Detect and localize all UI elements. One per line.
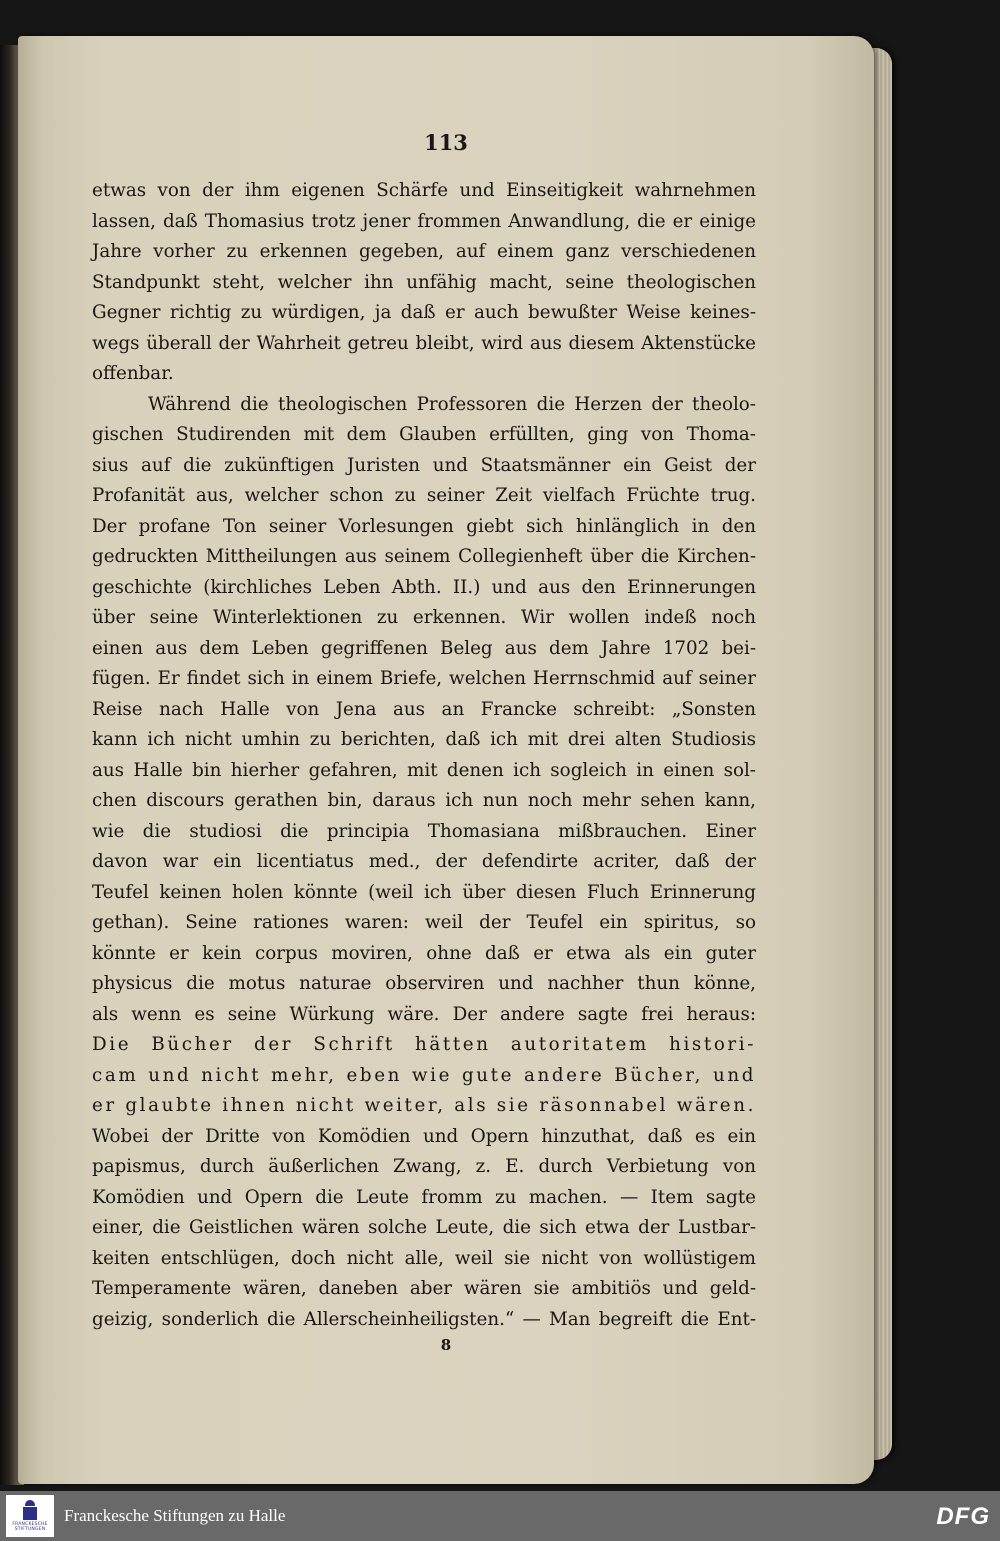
institution-logo[interactable] [6,1495,54,1537]
signature-mark: 8 [440,1336,452,1354]
dfg-logo[interactable]: DFG [936,1503,990,1530]
text-line: Jahre vorher zu erkennen gegeben, auf einem ganz verschiedenen [92,241,756,262]
text-line: könnte er kein corpus moviren, ohne daß er etwa als ein guter [92,942,756,964]
text-line: Standpunkt steht, welcher ihn unfähig macht, seine theologischen [92,271,756,293]
page-number: 113 [424,130,468,155]
footer-bar [0,1491,1000,1541]
text-line: über seine Winterlektionen zu erkennen. Wir wollen indeß noch [92,607,756,628]
text-line: lassen, daß Thomasius trotz jener frommen Anwandlung, die er einige [92,210,756,232]
text-line-spaced: cam und nicht mehr, eben wie gute andere Bücher, und [92,1064,756,1086]
orphanage-building-icon [23,1500,37,1520]
text-line: einer, die Geistlichen wären solche Leute, die sich etwa der Lustbar- [92,1217,756,1238]
text-line: gischen Studirenden mit dem Glauben erfüllten, ging von Thoma- [92,424,756,445]
text-line: Der profane Ton seiner Vorlesungen giebt sich hinlänglich in den [92,515,756,537]
text-line: fügen. Er findet sich in einem Briefe, welchen Herrnschmid auf seiner [92,668,756,689]
text-line: sius auf die zukünftigen Juristen und Staatsmänner ein Geist der [92,454,756,476]
institution-name[interactable]: Franckesche Stiftungen zu Halle [64,1506,286,1525]
text-line: davon war ein licentiatus med., der defendirte acriter, daß der [92,851,756,872]
text-line: aus Halle bin hierher gefahren, mit denen ich sogleich in einen sol- [92,759,756,781]
text-line: physicus die motus naturae observiren und nachher thun könne, [92,973,756,994]
text-line: einen aus dem Leben gegriffenen Beleg aus dem Jahre 1702 bei- [92,637,756,659]
text-line-spaced: er glaubte ihnen nicht weiter, als sie räsonnabel wären. [92,1095,756,1116]
text-line: Gegner richtig zu würdigen, ja daß er auch bewußter Weise keines- [92,302,756,323]
text-line: wie die studiosi die principia Thomasiana mißbrauchen. Einer [92,820,756,842]
text-line: geizig, sonderlich die Allerscheinheiligsten.“ — Man begreift die Ent- [92,1308,756,1330]
text-line: offenbar. [92,363,174,384]
text-line: wegs überall der Wahrheit getreu bleibt, wird aus diesem Aktenstücke [92,332,756,354]
text-line: papismus, durch äußerlichen Zwang, z. E. durch Verbietung von [92,1156,756,1177]
text-line: Reise nach Halle von Jena aus an Francke schreibt: „Sonsten [92,698,756,720]
text-line: gethan). Seine rationes waren: weil der Teufel ein spiritus, so [92,912,756,933]
text-line: keiten entschlügen, doch nicht alle, weil sie nicht von wollüstigem [92,1247,756,1269]
text-line: etwas von der ihm eigenen Schärfe und Einseitigkeit wahrnehmen [92,180,756,201]
text-line: Profanität aus, welcher schon zu seiner Zeit vielfach Früchte trug. [92,485,756,506]
page-text [92,176,756,1335]
text-line: chen discours gerathen bin, daraus ich nun noch mehr sehen kann, [92,790,756,811]
text-line: als wenn es seine Würkung wäre. Der andere sagte frei heraus: [92,1003,756,1025]
text-line: Komödien und Opern die Leute fromm zu machen. — Item sagte [92,1186,756,1208]
text-line: Während die theologischen Professoren die Herzen der theolo- [148,393,756,415]
text-line: Teufel keinen holen könnte (weil ich über diesen Fluch Erinnerung [92,881,756,903]
logo-text-line1: FRANCKESCHE [12,1522,48,1527]
text-line: kann ich nicht umhin zu berichten, daß ich mit drei alten Studiosis [92,729,756,750]
text-line: Temperamente wären, daneben aber wären sie ambitiös und geld- [92,1278,756,1299]
text-line: geschichte (kirchliches Leben Abth. II.) und aus den Erinnerungen [92,576,756,598]
text-line: Wobei der Dritte von Komödien und Opern hinzuthat, daß es ein [92,1125,756,1147]
text-line-spaced: Die Bücher der Schrift hätten autoritatem histori- [92,1034,756,1055]
text-line: gedruckten Mittheilungen aus seinem Collegienheft über die Kirchen- [92,546,756,567]
logo-text-line2: STIFTUNGEN [14,1527,46,1532]
